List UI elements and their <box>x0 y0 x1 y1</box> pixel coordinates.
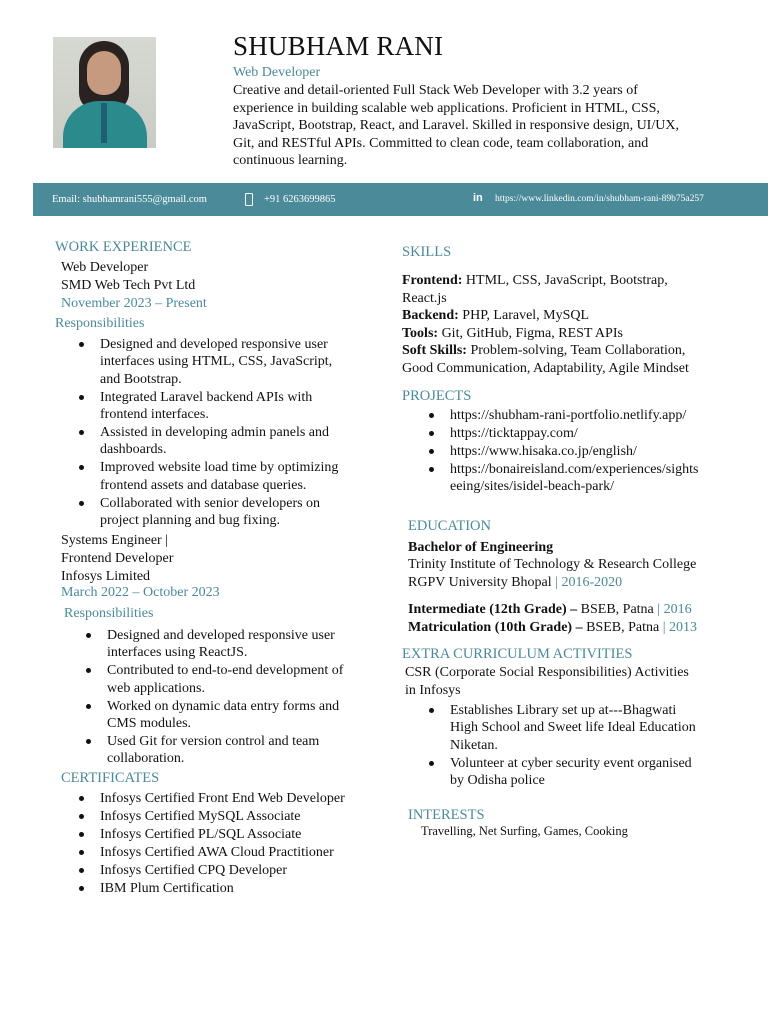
job2-title: Systems Engineer | <box>61 533 169 548</box>
skills-soft-value: Problem-solving, Team Collaboration, Good Communication, Adaptability, Agile Mindset <box>402 343 689 376</box>
project-link[interactable]: https://ticktappay.com/ <box>450 425 702 442</box>
skills-frontend-value: HTML, CSS, JavaScript, Bootstrap, React.js <box>402 273 668 306</box>
email-text[interactable]: Email: shubhamrani555@gmail.com <box>52 194 207 205</box>
list-item: Integrated Laravel backend APIs with frontend interfaces. <box>100 389 350 424</box>
skills-block <box>402 272 702 378</box>
skills-frontend-label: Frontend: <box>402 273 463 288</box>
skills-heading: SKILLS <box>402 244 452 260</box>
list-item: Infosys Certified MySQL Associate <box>100 808 360 825</box>
list-item: Infosys Certified Front End Web Developer <box>100 790 360 807</box>
projects-heading: PROJECTS <box>402 388 472 404</box>
job2-responsibilities-heading: Responsibilities <box>64 606 154 621</box>
job2-dates: March 2022 – October 2023 <box>61 585 220 600</box>
job1-company: SMD Web Tech Pvt Ltd <box>61 278 196 293</box>
job1-responsibilities-list <box>100 336 350 530</box>
certificates-list <box>100 790 360 897</box>
degree-name <box>408 540 553 556</box>
list-item: Infosys Certified PL/SQL Associate <box>100 826 360 843</box>
matriculation-board: BSEB, Patna <box>586 620 660 635</box>
university-name: RGPV University Bhopal <box>408 575 552 590</box>
education-heading: EDUCATION <box>408 518 491 534</box>
project-link[interactable]: https://www.hisaka.co.jp/english/ <box>450 443 702 460</box>
separator: | <box>662 620 666 635</box>
list-item: Volunteer at cyber security event organised by Odisha police <box>450 755 700 790</box>
job1-title: Web Developer <box>61 260 149 275</box>
degree-title: Bachelor of Engineering <box>408 540 554 555</box>
skills-tools-label: Tools: <box>402 325 439 341</box>
job-role: Web Developer <box>233 65 321 80</box>
linkedin-icon: in <box>473 192 483 204</box>
project-link[interactable]: https://shubham-rani-portfolio.netlify.app/ <box>450 407 702 424</box>
profile-photo <box>53 37 156 148</box>
separator: | <box>657 602 661 617</box>
phone-text[interactable]: +91 6263699865 <box>264 194 336 205</box>
skills-frontend <box>402 272 702 307</box>
list-item: Contributed to end-to-end development of web applications. <box>107 662 352 697</box>
skills-backend <box>402 307 702 325</box>
skills-soft <box>402 342 702 377</box>
extra-list <box>450 702 700 790</box>
contact-bar <box>33 183 768 216</box>
list-item: Used Git for version control and team collaboration. <box>107 733 352 768</box>
college-name: Trinity Institute of Technology & Research College <box>408 557 697 572</box>
intermediate-label: Intermediate (12th Grade) <box>408 602 567 617</box>
list-item: Designed and developed responsive user interfaces using HTML, CSS, JavaScript, and Bootstrap. <box>100 336 350 388</box>
list-item: IBM Plum Certification <box>100 880 360 897</box>
phone-icon <box>245 193 253 206</box>
certificates-heading: CERTIFICATES <box>61 770 160 786</box>
university-line <box>408 575 622 591</box>
matriculation-line: Matriculation (10th Grade) – BSEB, Patna | 2013 <box>408 620 698 635</box>
interests-heading: INTERESTS <box>408 807 485 823</box>
intermediate-board: BSEB, Patna <box>580 602 654 617</box>
project-link[interactable]: https://bonaireisland.com/experiences/sightseeing/sites/isidel-beach-park/ <box>450 461 702 496</box>
skills-backend-value: PHP, Laravel, MySQL <box>462 308 590 324</box>
extra-intro: CSR (Corporate Social Responsibilities) Activities in Infosys <box>405 665 689 698</box>
skills-soft-label: Soft Skills: <box>402 343 467 359</box>
list-item: Establishes Library set up at---Bhagwati High School and Sweet life Ideal Education Niketan. <box>450 702 700 754</box>
job2-responsibilities-list <box>107 627 352 768</box>
degree-years: 2016-2020 <box>561 575 623 590</box>
skills-tools-value: Git, GitHub, Figma, REST APIs <box>441 325 623 341</box>
list-item: Infosys Certified AWA Cloud Practitioner <box>100 844 360 861</box>
separator: | <box>555 575 558 590</box>
list-item: Infosys Certified CPQ Developer <box>100 862 360 879</box>
interests-value: Travelling, Net Surfing, Games, Cooking <box>421 824 628 838</box>
job1-dates: November 2023 – Present <box>61 296 207 311</box>
intermediate-line: Intermediate (12th Grade) – BSEB, Patna | 2016 <box>408 602 692 617</box>
list-item: Collaborated with senior developers on project planning and bug fixing. <box>100 495 350 530</box>
intermediate-year: 2016 <box>663 602 692 617</box>
work-experience-heading: WORK EXPERIENCE <box>55 239 192 255</box>
list-item: Assisted in developing admin panels and dashboards. <box>100 424 350 459</box>
skills-tools <box>402 325 702 343</box>
list-item: Designed and developed responsive user interfaces using ReactJS. <box>107 627 352 662</box>
job1-responsibilities-heading: Responsibilities <box>55 316 145 331</box>
list-item: Improved website load time by optimizing frontend assets and database queries. <box>100 459 350 494</box>
job2-company: Infosys Limited <box>61 569 151 584</box>
projects-list <box>450 407 702 496</box>
matriculation-year: 2013 <box>669 620 698 635</box>
candidate-name: SHUBHAM RANI <box>233 31 444 61</box>
matriculation-label: Matriculation (10th Grade) <box>408 620 573 635</box>
extra-curricular-heading: EXTRA CURRICULUM ACTIVITIES <box>402 646 633 662</box>
list-item: Worked on dynamic data entry forms and CMS modules. <box>107 698 352 733</box>
job2-title-line2: Frontend Developer <box>61 551 174 566</box>
linkedin-link[interactable]: https://www.linkedin.com/in/shubham-rani-89b75a257 <box>495 194 704 204</box>
skills-backend-label: Backend: <box>402 308 459 324</box>
profile-summary: Creative and detail-oriented Full Stack Web Developer with 3.2 years of experience in building scalable web applications. Proficient in HTML, CSS, JavaScript, Bootstrap, React, and Laravel. Skilled in responsive design, UI/UX, Git, and RESTful APIs. Committed to clean code, team collaboration, and continuous learning. <box>233 83 679 169</box>
